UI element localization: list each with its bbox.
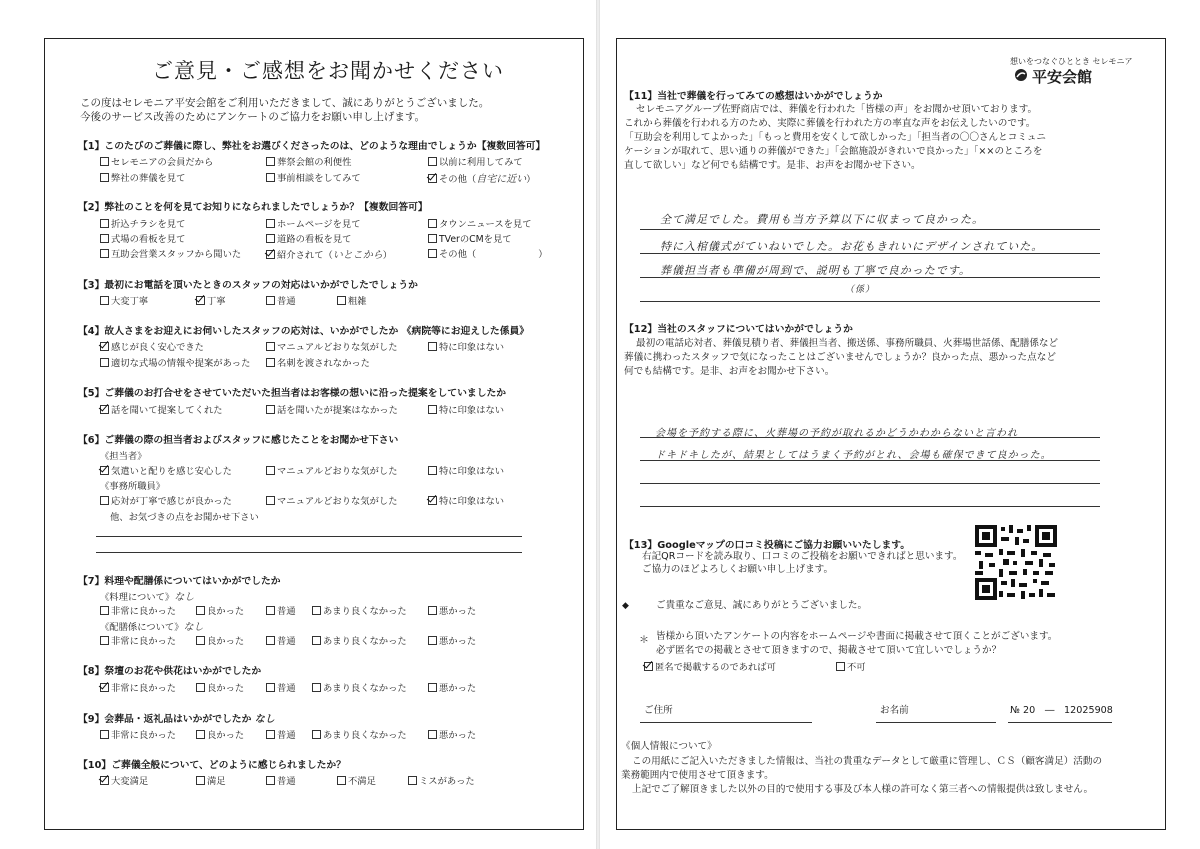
q11-body-2: これから葬儀を行われる方のため、実際に葬儀を行われた方の率直な声をお伝えしたいのです。 [624,118,1036,129]
q9-label: 【9】会葬品・返礼品はいかがでしたか なし [78,714,275,725]
q9-opt-good[interactable]: 良かった [196,727,244,741]
q7-food-opt-normal[interactable]: 普通 [266,603,296,617]
checkbox[interactable] [266,358,275,367]
q9-opt-normal[interactable]: 普通 [266,727,296,741]
q11-answer-3[interactable]: 葬儀担当者も準備が周到で、説明も丁寧で良かったです。 [660,264,971,277]
checkbox[interactable] [100,730,109,739]
q8-opt-very-good[interactable]: 非常に良かった [100,680,176,694]
checkbox[interactable] [836,662,845,671]
q6-sub-staff: 《担当者》 [100,451,147,462]
q10-opt-normal[interactable]: 普通 [266,773,296,787]
q2-opt-venue-sign[interactable]: 式場の看板を見て [100,231,185,245]
checkbox[interactable] [100,249,109,258]
checkbox[interactable] [428,730,437,739]
checkbox-checked[interactable] [428,174,437,183]
q6-office-opt-manual[interactable]: マニュアルどおりな気がした [266,493,398,507]
q11-body-4: ケーションが取れて、思い通りの葬儀ができた」「会館施設がきれいで良かった」「××のところを [624,146,1043,157]
q13-label: 【13】Googleマップの口コミ投稿にご協力お願いいたします。 [624,540,911,551]
q9-note: なし [254,714,275,725]
q13-body-2: ご協力のほどよろしくお願い申し上げます。 [642,564,834,575]
form-number: № 20 ― 12025908 [1010,705,1113,716]
q7-serve-opt-good[interactable]: 良かった [196,633,244,647]
checkbox[interactable] [266,219,275,228]
checkbox-checked[interactable] [100,466,109,475]
q6-office-opt-polite[interactable]: 応対が丁寧で感じが良かった [100,493,232,507]
q3-opt-rough[interactable]: 粗雑 [337,293,367,307]
checkbox-checked[interactable] [196,296,205,305]
q1-opt-consultation[interactable]: 事前相談をしてみて [266,170,361,184]
checkbox[interactable] [312,683,321,692]
q2-opt-flyer[interactable]: 折込チラシを見て [100,216,185,230]
privacy-title: 《個人情報について》 [621,741,717,752]
q9-opt-very-good[interactable]: 非常に良かった [100,727,176,741]
checkbox-checked[interactable] [100,342,109,351]
q12-answer-line [640,483,1100,484]
checkbox[interactable] [337,776,346,785]
checkbox[interactable] [312,606,321,615]
q1-label: 【1】このたびのご葬儀に際し、弊社をお選びくださったのは、どのような理由でしょうか【複数回答可】 [78,141,546,152]
privacy-line-3: 上記でご了解頂きました以外の目的で使用する事及び本人様の許可なく第三者への情報提供は致しません。 [632,784,1094,795]
q7-food-opt-very-good[interactable]: 非常に良かった [100,603,176,617]
checkbox[interactable] [266,466,275,475]
q11-answer-1[interactable]: 全て満足でした。費用も当方予算以下に収まって良かった。 [660,213,984,226]
checkbox[interactable] [100,606,109,615]
q9-opt-bad[interactable]: 悪かった [428,727,476,741]
q7-food-opt-bad[interactable]: 悪かった [428,603,476,617]
q4-opt-venue-info[interactable]: 適切な式場の情報や提案があった [100,355,250,369]
q3-opt-polite[interactable]: 丁寧 [196,293,226,307]
q12-body-2: 葬儀に携わったスタッフで気になったことはございませんでしょうか？良かった点、悪かった点など [624,352,1056,363]
asterisk-icon: ＊ [639,635,649,646]
q6-office-opt-no-impression[interactable]: 特に印象はない [428,493,504,507]
q1-opt-member[interactable]: セレモニアの会員だから [100,154,213,168]
checkbox[interactable] [266,606,275,615]
name-field[interactable] [876,722,996,723]
checkbox[interactable] [196,730,205,739]
q6-comment-line[interactable] [96,536,522,537]
intro-line-1: この度はセレモニア平安会館をご利用いただきまして、誠にありがとうございました。 [80,97,490,109]
q1-opt-saw-funeral[interactable]: 弊社の葬儀を見て [100,170,185,184]
checkbox[interactable] [266,342,275,351]
q8-opt-not-good[interactable]: あまり良くなかった [312,680,407,694]
q3-label: 【3】最初にお電話を頂いたときのスタッフの対応はいかがでしたでしょうか [78,280,418,291]
address-label: ご住所 [644,705,673,716]
q11-answer-line [640,229,1100,230]
checkbox[interactable] [428,249,437,258]
checkbox[interactable] [266,234,275,243]
logo-tagline: 想いをつなぐひととき セレモニア [1010,57,1133,66]
q7-serve-opt-normal[interactable]: 普通 [266,633,296,647]
q2-opt-other[interactable]: その他（ ） [428,246,548,260]
privacy-line-1: この用紙にご記入いただきました情報は、当社の貴重なデータとして厳重に管理し、ＣＳ（顧客満足）活動の [632,756,1103,767]
q12-label: 【12】当社のスタッフについてはいかがでしょうか [624,324,853,335]
left-page [0,0,596,849]
checkbox[interactable] [196,636,205,645]
q10-label: 【10】ご葬儀全般について、どのように感じられましたか？ [78,760,346,771]
checkbox[interactable] [312,730,321,739]
q10-opt-satisfied[interactable]: 満足 [196,773,226,787]
q3-opt-very-polite[interactable]: 大変丁寧 [100,293,148,307]
q8-label: 【8】祭壇のお花や供花はいかがでしたか [78,666,262,677]
q6-staff-opt-no-impression[interactable]: 特に印象はない [428,463,504,477]
q8-opt-bad[interactable]: 悪かった [428,680,476,694]
q7-serve-opt-very-good[interactable]: 非常に良かった [100,633,176,647]
q7-food-opt-not-good[interactable]: あまり良くなかった [312,603,407,617]
q1-handwritten-note: 自宅に近い [476,174,527,185]
q7-sub-serving: 《配膳係について》なし [100,622,204,633]
checkbox[interactable] [428,606,437,615]
q9-opt-not-good[interactable]: あまり良くなかった [312,727,407,741]
q4-opt-reassured[interactable]: 感じが良く安心できた [100,339,204,353]
checkbox[interactable] [266,157,275,166]
diamond-icon: ◆ [622,601,629,611]
q11-body-5: 直して欲しい」など何でも結構です。是非、お声をお聞かせ下さい。 [624,160,921,171]
checkbox-checked[interactable] [100,776,109,785]
checkbox[interactable] [100,636,109,645]
publish-opt-anonymous[interactable]: 匿名で掲載するのであれば可 [644,659,776,673]
q12-body-3: 何でも結構です。是非、お声をお聞かせ下さい。 [624,366,835,377]
q6-sub-office: 《事務所職員》 [100,481,166,492]
checkbox-checked[interactable] [100,405,109,414]
q12-answer-line [640,506,1100,507]
q7-serve-opt-not-good[interactable]: あまり良くなかった [312,633,407,647]
checkbox[interactable] [266,683,275,692]
q13-body-1: 右記QRコードを読み取り、口コミのご投稿をお願いできればと思います。 [642,551,963,562]
q11-answer-line [640,301,1100,302]
checkbox[interactable] [100,157,109,166]
q6-staff-opt-manual[interactable]: マニュアルどおりな気がした [266,463,398,477]
checkbox[interactable] [428,342,437,351]
checkbox-checked[interactable] [100,683,109,692]
q4-opt-no-card[interactable]: 名刺を渡されなかった [266,355,370,369]
checkbox-checked[interactable] [644,662,653,671]
checkbox[interactable] [266,636,275,645]
q4-opt-no-impression[interactable]: 特に印象はない [428,339,504,353]
page-title: ご意見・ご感想をお聞かせください [152,59,504,83]
q11-body-1: セレモニアグループ佐野商店では、葬儀を行われた「皆様の声」をお聞かせ頂いております。 [636,104,1038,115]
q7-food-opt-good[interactable]: 良かった [196,603,244,617]
q2-handwritten-note: いとこから [332,250,383,261]
q5-label: 【5】ご葬儀のお打合せをさせていただいた担当者はお客様の想いに沿った提案をしていましたか [78,388,507,399]
checkbox[interactable] [266,730,275,739]
q5-opt-no-impression[interactable]: 特に印象はない [428,402,504,416]
q6-comment-line[interactable] [96,552,522,553]
number-underline [1008,722,1112,723]
checkbox[interactable] [428,157,437,166]
q4-label: 【4】故人さまをお迎えにお伺いしたスタッフの応対は、いかがでしたか 《病院等にお迎えした係員》 [78,326,530,337]
q7-food-note: なし [174,592,195,603]
q1-opt-convenience[interactable]: 葬祭会館の利便性 [266,154,351,168]
q6-other-prompt: 他、お気づきの点をお聞かせ下さい [110,512,259,523]
q10-opt-mistake[interactable]: ミスがあった [408,773,475,787]
checkbox[interactable] [196,683,205,692]
q10-opt-very-satisfied[interactable]: 大変満足 [100,773,148,787]
q2-label: 【2】弊社のことを何を見てお知りになられましたでしょうか？【複数回答可】 [78,202,428,213]
q7-serve-opt-bad[interactable]: 悪かった [428,633,476,647]
q1-opt-other[interactable]: その他（自宅に近い） [428,170,536,185]
q7-sub-food: 《料理について》なし [100,592,195,603]
q2-opt-road-sign[interactable]: 道路の看板を見て [266,231,351,245]
q5-opt-proposed[interactable]: 話を聞いて提案してくれた [100,402,223,416]
q6-label: 【6】ご葬儀の際の担当者およびスタッフに感じたことをお聞かせ下さい [78,435,399,446]
checkbox[interactable] [312,636,321,645]
checkbox[interactable] [266,405,275,414]
checkbox[interactable] [428,219,437,228]
qr-code-icon[interactable] [975,525,1057,600]
q11-answer-2[interactable]: 特に入棺儀式がていねいでした。お花もきれいにデザインされていた。 [660,240,1044,253]
checkbox[interactable] [428,683,437,692]
checkbox[interactable] [100,496,109,505]
checkbox[interactable] [100,234,109,243]
logo-mark-icon [1014,68,1028,85]
checkbox[interactable] [337,296,346,305]
intro-line-2: 今後のサービス改善のためにアンケートのご協力をお願い申し上げます。 [80,111,426,123]
privacy-line-2: 業務範囲内で使用させて頂きます。 [621,770,774,781]
publish-text-1: 皆様から頂いたアンケートの内容をホームページや書面に掲載させて頂くことがございます。 [656,631,1058,642]
checkbox[interactable] [428,405,437,414]
checkbox[interactable] [428,636,437,645]
q1-opt-used-before[interactable]: 以前に利用してみて [428,154,523,168]
checkbox[interactable] [428,466,437,475]
q2-opt-town-news[interactable]: タウンニュースを見て [428,216,532,230]
checkbox-checked[interactable] [428,496,437,505]
q6-staff-opt-reassured[interactable]: 気遣いと配りを感じ安心した [100,463,232,477]
q12-answer-2[interactable]: ドキドキしたが、結果としてはうまく予約がとれ、会場も確保できて良かった。 [655,450,1052,461]
q12-body-1: 最初の電話応対者、葬儀見積り者、葬儀担当者、搬送係、事務所職員、火葬場世話係、配膳係など [636,338,1059,349]
publish-text-2: 必ず匿名での掲載とさせて頂きますので、掲載させて頂いて宜しいでしょうか？ [656,645,1002,656]
checkbox[interactable] [428,234,437,243]
q11-label: 【11】当社で葬儀を行ってみての感想はいかがでしょうか [624,91,883,102]
q11-body-3: 「互助会を利用してよかった」「もっと費用を安くして欲しかった」「担当者の〇〇さんとコミュニ [624,132,1046,143]
checkbox[interactable] [100,219,109,228]
checkbox[interactable] [266,776,275,785]
checkbox[interactable] [196,776,205,785]
q8-opt-good[interactable]: 良かった [196,680,244,694]
checkbox[interactable] [196,606,205,615]
q4-opt-manual[interactable]: マニュアルどおりな気がした [266,339,398,353]
q2-opt-tver[interactable]: TVerのCMを見て [428,231,512,245]
checkbox[interactable] [266,173,275,182]
q5-opt-no-proposal[interactable]: 話を聞いたが提案はなかった [266,402,398,416]
checkbox[interactable] [408,776,417,785]
address-field[interactable] [640,722,812,723]
q8-opt-normal[interactable]: 普通 [266,680,296,694]
q11-answer-note: （係） [845,285,876,295]
q2-opt-referral[interactable]: 紹介されて（いとこから） [266,246,392,261]
checkbox[interactable] [100,173,109,182]
name-label: お名前 [880,705,909,716]
checkbox-checked[interactable] [266,250,275,259]
checkbox[interactable] [100,296,109,305]
q3-opt-normal[interactable]: 普通 [266,293,296,307]
logo-name: 平安会館 [1032,68,1093,86]
q2-opt-staff[interactable]: 互助会営業スタッフから聞いた [100,246,241,260]
checkbox[interactable] [100,358,109,367]
q7-label: 【7】料理や配膳係についてはいかがでしたか [78,576,281,587]
checkbox[interactable] [266,496,275,505]
publish-opt-no[interactable]: 不可 [836,659,866,673]
thanks-text: ご貴重なご意見、誠にありがとうございました。 [656,600,868,611]
q10-opt-unsatisfied[interactable]: 不満足 [337,773,376,787]
q12-answer-1[interactable]: 会場を予約する際に、火葬場の予約が取れるかどうかわからないと言われ [655,428,1018,439]
checkbox[interactable] [266,296,275,305]
q2-opt-homepage[interactable]: ホームページを見て [266,216,361,230]
q7-serving-note: なし [183,622,204,633]
